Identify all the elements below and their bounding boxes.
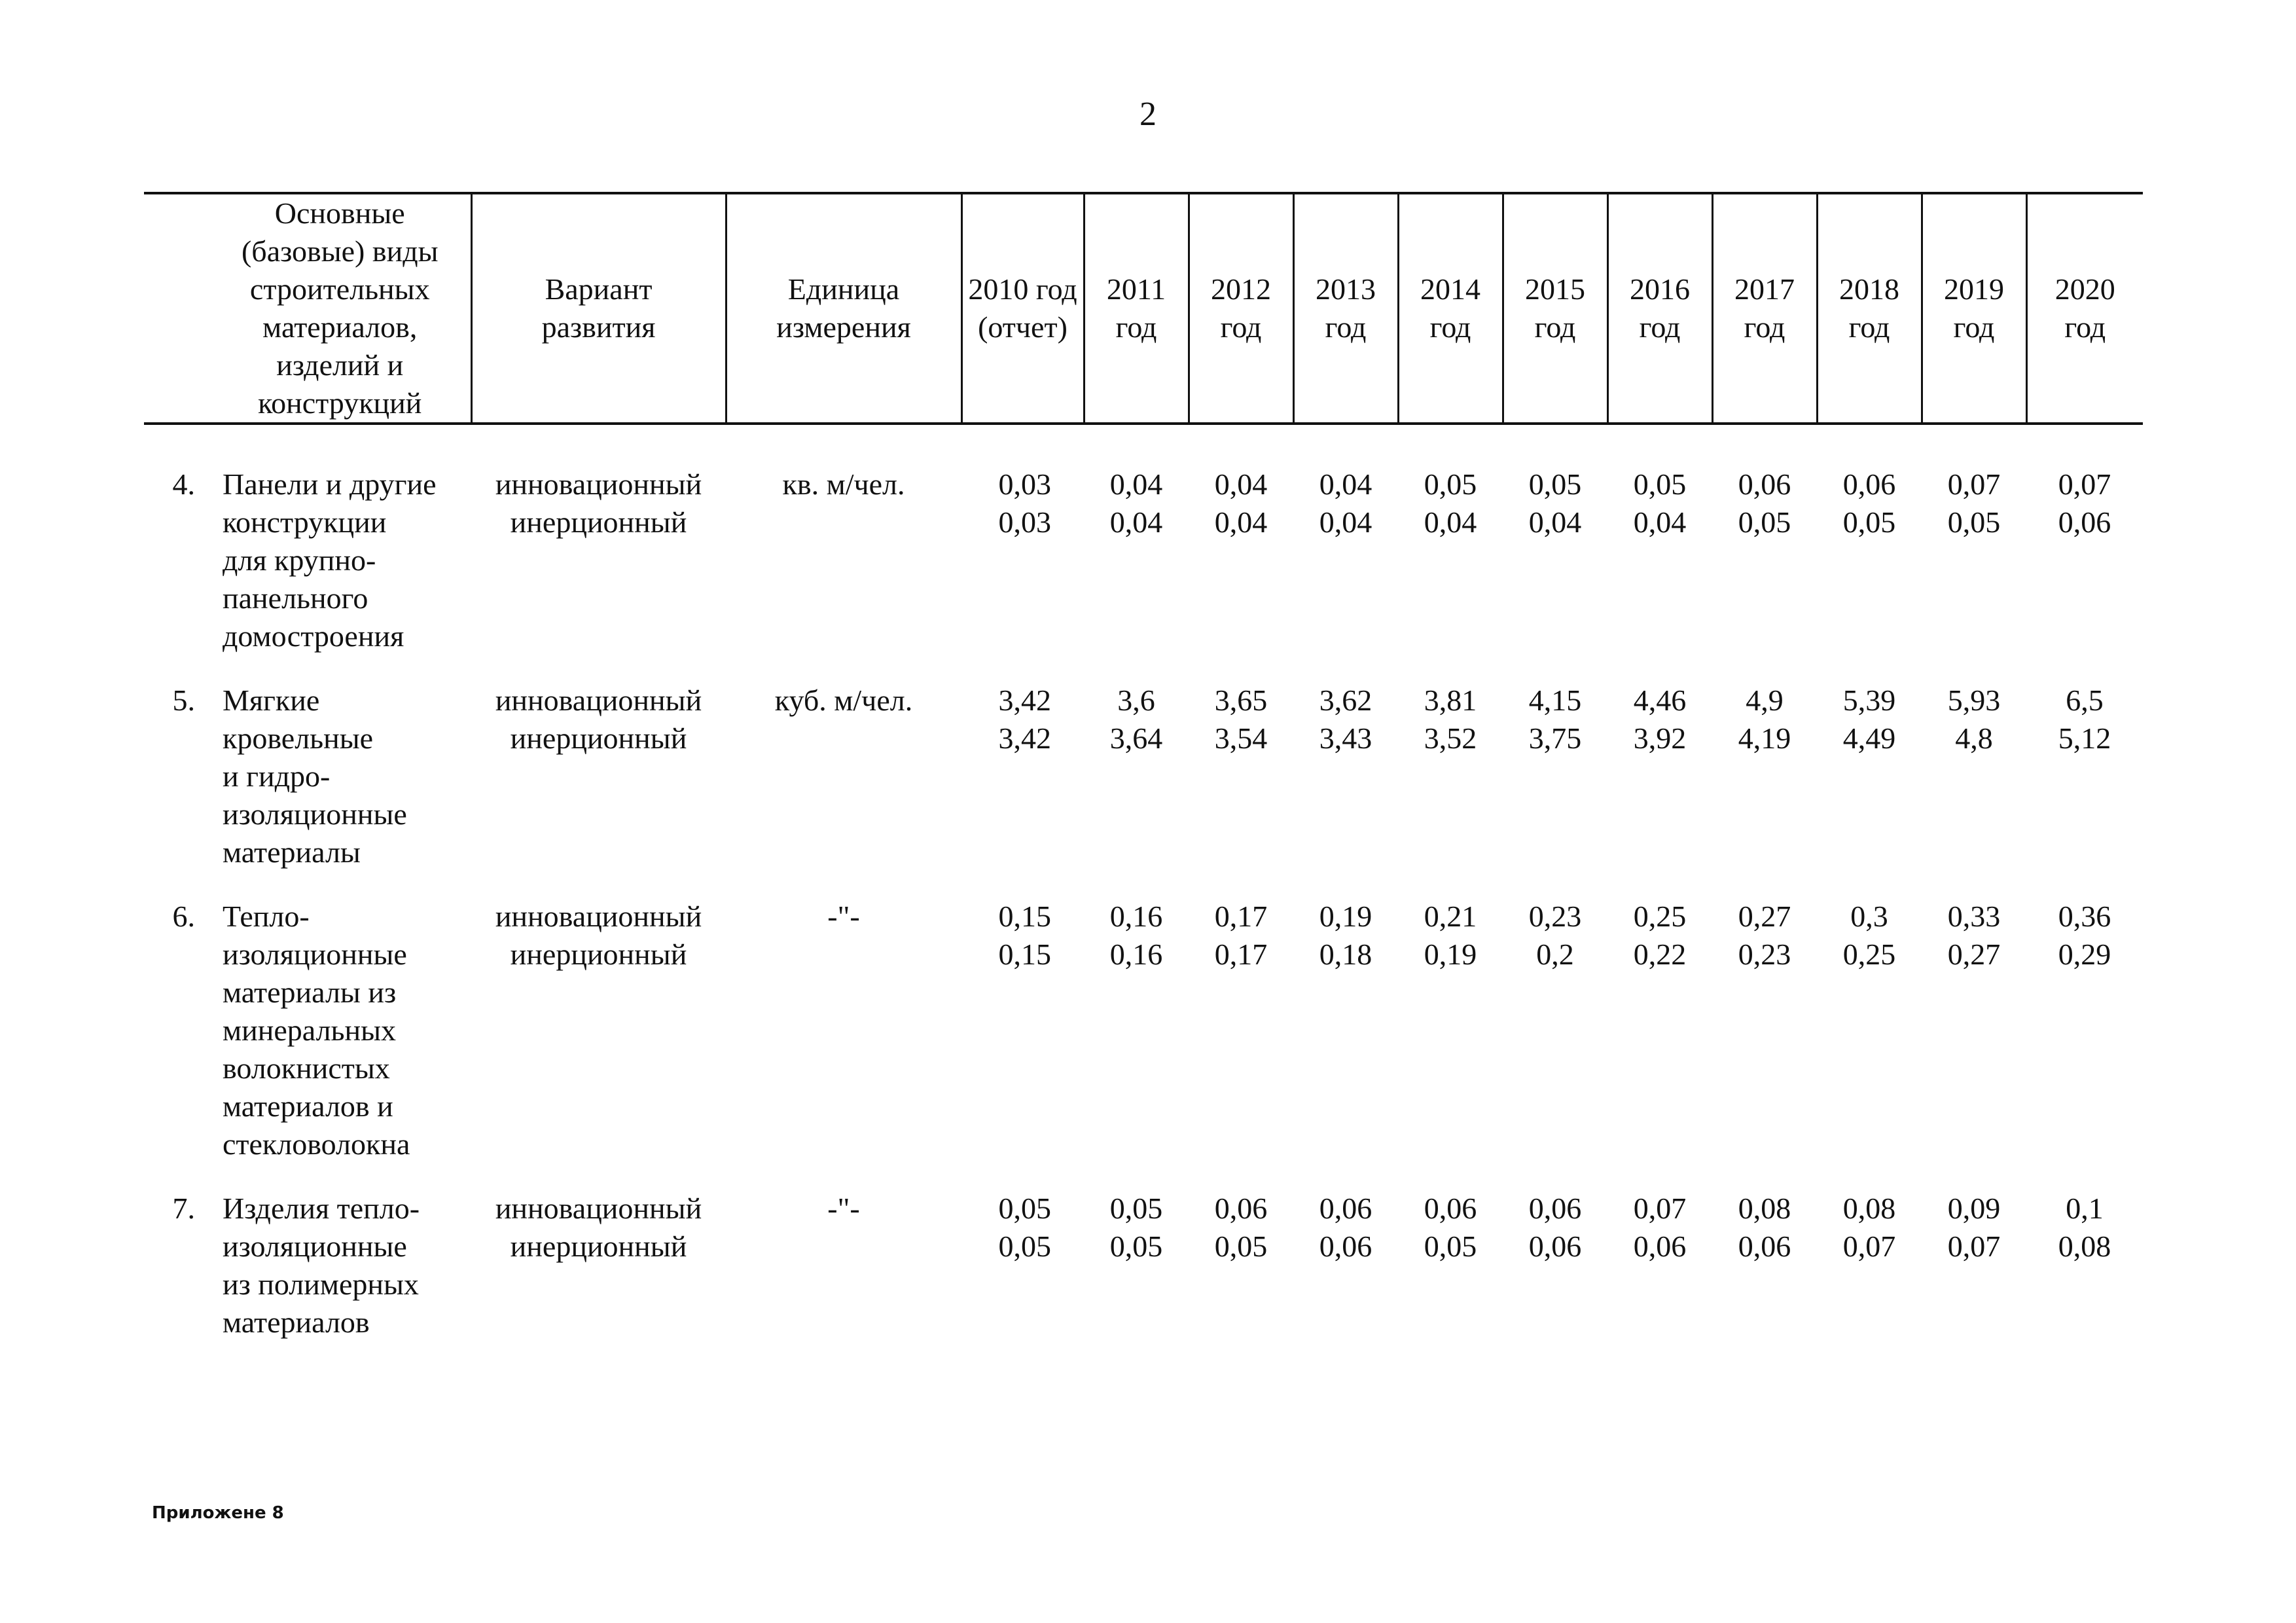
unit-cell: -"- [827,1192,860,1225]
header-year-2015: 2015 год [1503,193,1607,424]
row-number: 4. [172,467,195,501]
header-year-2020: 2020 год [2026,193,2143,424]
table-row [144,682,2143,898]
row-number: 7. [172,1192,195,1225]
value-cell: 0,05 0,05 [998,1192,1051,1263]
header-unit: Единица измерения [726,193,961,424]
value-cell: 0,06 0,06 [1319,1192,1372,1263]
unit-cell: -"- [827,900,860,933]
variant-cell: инновационный инерционный [495,900,702,971]
material-name: Тепло- изоляционные материалы из минеральных волокнистых материалов и стекловолокна [223,900,410,1161]
value-cell: 0,06 0,06 [1528,1192,1582,1263]
header-year-2013: 2013 год [1293,193,1398,424]
row-number: 5. [172,684,195,717]
value-cell: 5,39 4,49 [1842,684,1896,755]
value-cell: 3,42 3,42 [998,684,1051,755]
value-cell: 0,04 0,04 [1109,467,1163,539]
unit-cell: куб. м/чел. [774,684,913,717]
header-year-2014: 2014 год [1398,193,1503,424]
value-cell: 5,93 4,8 [1947,684,2001,755]
value-cell: 0,1 0,08 [2058,1192,2111,1263]
value-cell: 0,27 0,23 [1738,900,1791,971]
table-row [144,424,2143,682]
value-cell: 0,04 0,04 [1214,467,1268,539]
value-cell: 0,04 0,04 [1319,467,1372,539]
footer-note: Приложене 8 [152,1503,284,1523]
value-cell: 0,05 0,04 [1424,467,1477,539]
header-year-2019: 2019 год [1922,193,2026,424]
value-cell: 3,6 3,64 [1109,684,1163,755]
header-number [144,193,209,424]
header-year-2018: 2018 год [1817,193,1922,424]
material-name: Панели и другие конструкции для крупно- панельного домостроения [223,467,437,653]
table-header [144,193,2143,424]
value-cell: 4,46 3,92 [1633,684,1687,755]
value-cell: 0,07 0,06 [1633,1192,1687,1263]
header-material-name: Основные (базовые) виды строительных материалов, изделий и конструкций [209,193,471,424]
value-cell: 0,3 0,25 [1842,900,1896,971]
value-cell: 0,03 0,03 [998,467,1051,539]
value-cell: 0,21 0,19 [1424,900,1477,971]
value-cell: 0,06 0,05 [1214,1192,1268,1263]
page-number: 2 [1139,96,1157,133]
material-name: Мягкие кровельные и гидро- изоляционные материалы [223,684,407,869]
variant-cell: инновационный инерционный [495,1192,702,1263]
value-cell: 0,06 0,05 [1424,1192,1477,1263]
header-year-2017: 2017 год [1712,193,1817,424]
header-year-2016: 2016 год [1607,193,1712,424]
value-cell: 3,62 3,43 [1319,684,1372,755]
value-cell: 0,06 0,05 [1842,467,1896,539]
material-name: Изделия тепло- изоляционные из полимерных материалов [223,1192,420,1339]
materials-table [144,192,2143,1368]
header-year-2011: 2011 год [1084,193,1189,424]
value-cell: 4,9 4,19 [1738,684,1791,755]
value-cell: 0,25 0,22 [1633,900,1687,971]
value-cell: 0,15 0,15 [998,900,1051,971]
row-number: 6. [172,900,195,933]
value-cell: 0,09 0,07 [1947,1192,2001,1263]
value-cell: 0,07 0,06 [2058,467,2111,539]
value-cell: 0,05 0,04 [1633,467,1687,539]
value-cell: 3,81 3,52 [1424,684,1477,755]
value-cell: 0,08 0,07 [1842,1192,1896,1263]
value-cell: 0,08 0,06 [1738,1192,1791,1263]
value-cell: 0,23 0,2 [1528,900,1582,971]
unit-cell: кв. м/чел. [782,467,905,501]
value-cell: 6,5 5,12 [2058,684,2111,755]
value-cell: 4,15 3,75 [1528,684,1582,755]
table-row [144,1190,2143,1368]
value-cell: 0,16 0,16 [1109,900,1163,971]
header-year-2010: 2010 год (отчет) [961,193,1084,424]
header-variant: Вариант развития [471,193,726,424]
value-cell: 0,17 0,17 [1214,900,1268,971]
variant-cell: инновационный инерционный [495,467,702,539]
value-cell: 0,07 0,05 [1947,467,2001,539]
value-cell: 0,06 0,05 [1738,467,1791,539]
value-cell: 3,65 3,54 [1214,684,1268,755]
table-body [144,424,2143,1368]
header-year-2012: 2012 год [1189,193,1293,424]
value-cell: 0,19 0,18 [1319,900,1372,971]
value-cell: 0,05 0,05 [1109,1192,1163,1263]
table-row [144,898,2143,1190]
value-cell: 0,36 0,29 [2058,900,2111,971]
header-row [144,193,2143,424]
variant-cell: инновационный инерционный [495,684,702,755]
value-cell: 0,05 0,04 [1528,467,1582,539]
value-cell: 0,33 0,27 [1947,900,2001,971]
